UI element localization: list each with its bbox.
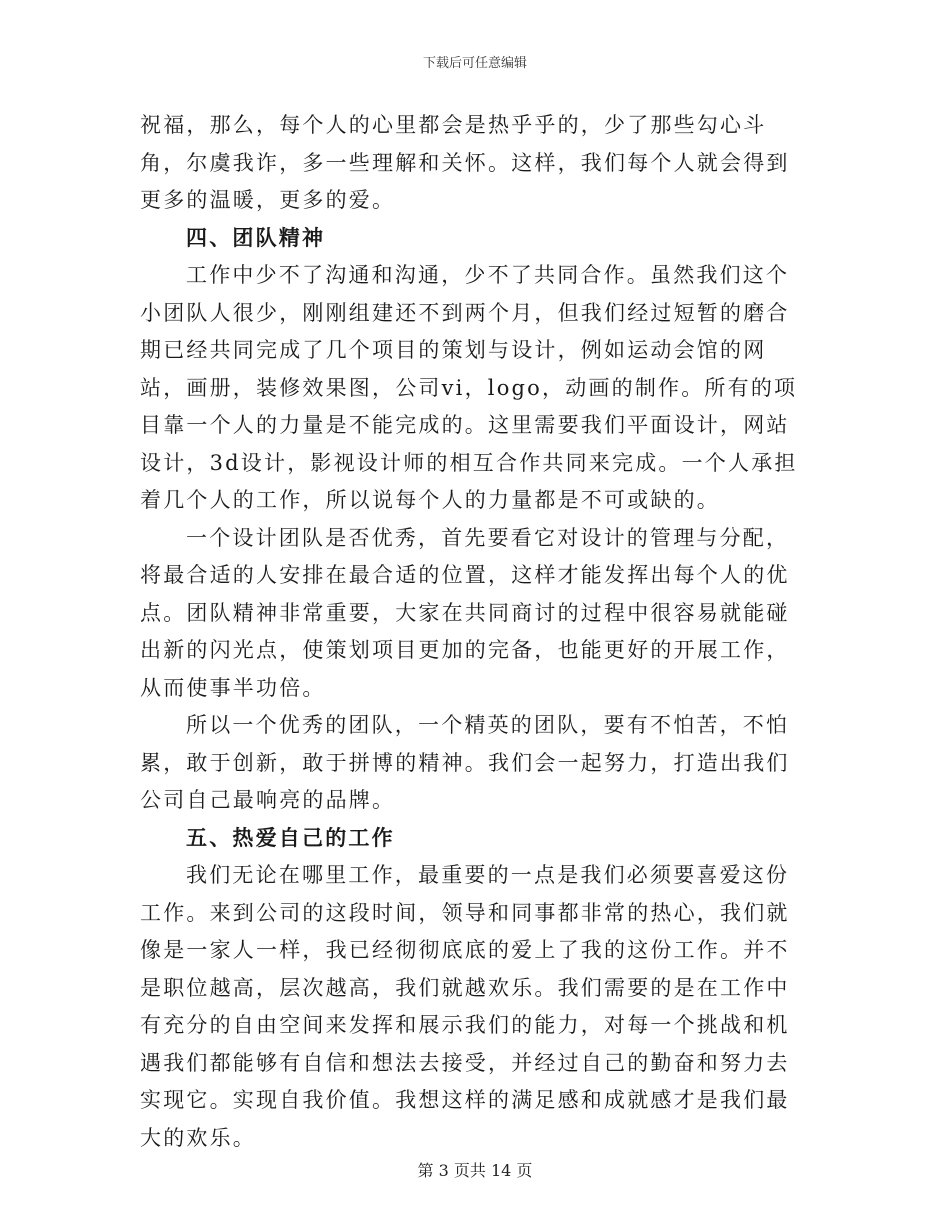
page-footer: 第 3 页共 14 页 [417, 1161, 533, 1180]
document-body [140, 107, 810, 1157]
section-heading-team-spirit: 四、团队精神 [186, 225, 326, 250]
paragraph-team-brand: 所以一个优秀的团队，一个精英的团队，要有不怕苦，不怕累，敢于创新，敢于拼博的精神。我们会一起努力，打造出我们公司自己最响亮的品牌。 [140, 713, 790, 812]
paragraph-teamwork: 工作中少不了沟通和沟通，少不了共同合作。虽然我们这个小团队人很少，刚刚组建还不到两个月，但我们经过短暂的磨合期已经共同完成了几个项目的策划与设计，例如运动会馆的网站，画册，装修效果图，公司vi，logo，动画的制作。所有的项目靠一个人的力量是不能完成的。这里需要我们平面设计，网站设计，3d设计，影视设计师的相互合作共同来完成。一个人承担着几个人的工作，所以说每个人的力量都是不可或缺的。 [140, 263, 798, 512]
paragraph-love-work: 我们无论在哪里工作，最重要的一点是我们必须要喜爱这份工作。来到公司的这段时间，领导和同事都非常的热心，我们就像是一家人一样，我已经彻彻底底的爱上了我的这份工作。并不是职位越高，层次越高，我们就越欢乐。我们需要的是在工作中有充分的自由空间来发挥和展示我们的能力，对每一个挑战和机遇我们都能够有自信和想法去接受，并经过自己的勤奋和努力去实现它。实现自我价值。我想这样的满足感和成就感才是我们最大的欢乐。 [140, 863, 790, 1150]
section-heading-love-work: 五、热爱自己的工作 [186, 825, 395, 850]
paragraph-continued: 祝福，那么，每个人的心里都会是热乎乎的，少了那些勾心斗角，尔虞我诈，多一些理解和关怀。这样，我们每个人就会得到更多的温暖，更多的爱。 [140, 113, 790, 212]
page-header: 下载后可任意编辑 [422, 56, 527, 71]
paragraph-team-excellence: 一个设计团队是否优秀，首先要看它对设计的管理与分配，将最合适的人安排在最合适的位置，这样才能发挥出每个人的优点。团队精神非常重要，大家在共同商讨的过程中很容易就能碰出新的闪光点，使策划项目更加的完备，也能更好的开展工作，从而使事半功倍。 [140, 525, 790, 700]
